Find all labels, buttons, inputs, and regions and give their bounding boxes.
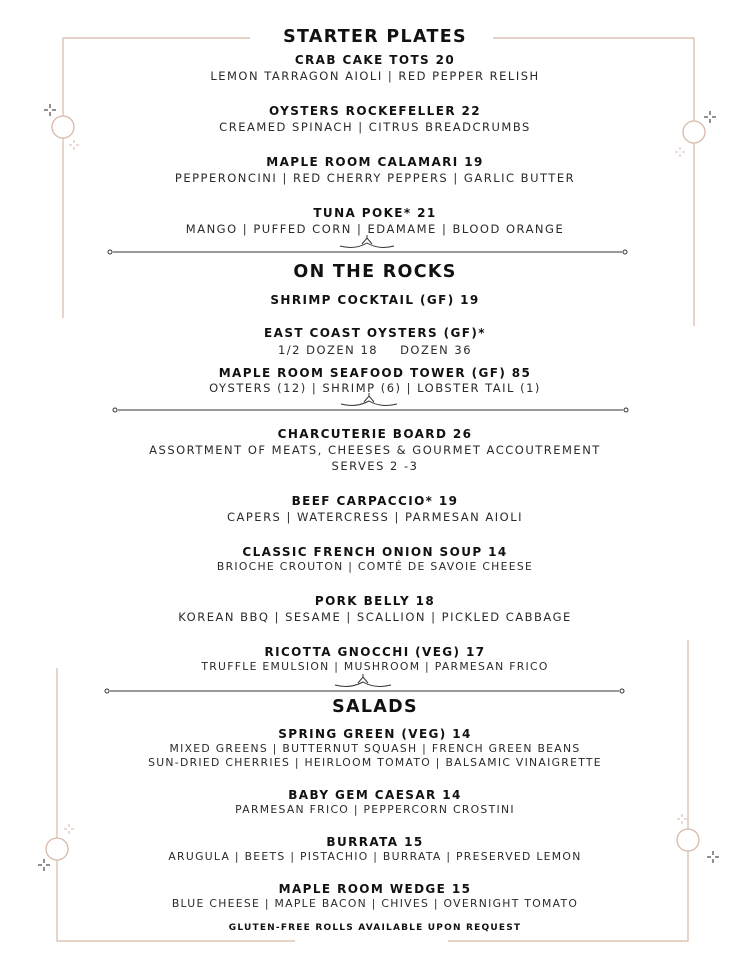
oyster-quantities: [0, 343, 750, 357]
half-dozen-price: 1/2 DOZEN 18: [277, 343, 379, 357]
menu-item-desc-2: SUN-DRIED CHERRIES | HEIRLOOM TOMATO | BALSAMIC VINAIGRETTE: [148, 756, 602, 769]
section-title-starter-plates: STARTER PLATES: [283, 27, 467, 47]
menu-item-desc: TRUFFLE EMULSION | MUSHROOM | PARMESAN FRICO: [201, 660, 549, 673]
menu-item-desc: PARMESAN FRICO | PEPPERCORN CROSTINI: [235, 803, 515, 816]
menu-item-desc: OYSTERS (12) | SHRIMP (6) | LOBSTER TAIL (1): [209, 381, 541, 395]
menu-item-name: MAPLE ROOM CALAMARI 19: [266, 155, 484, 169]
menu-item-name: CRAB CAKE TOTS 20: [294, 53, 456, 67]
scroll-flourish-icon: [108, 235, 627, 254]
menu-item-extra: SERVES 2 -3: [331, 459, 419, 473]
menu-item-name: CHARCUTERIE BOARD 26: [277, 427, 473, 441]
menu-item-name: MAPLE ROOM WEDGE 15: [278, 882, 472, 896]
menu-item-desc: LEMON TARRAGON AIOLI | RED PEPPER RELISH: [210, 69, 540, 83]
menu-item-name: BABY GEM CAESAR 14: [288, 788, 462, 802]
menu-item-desc: CAPERS | WATERCRESS | PARMESAN AIOLI: [226, 510, 524, 524]
menu-item-desc: CREAMED SPINACH | CITRUS BREADCRUMBS: [219, 120, 531, 134]
menu-item-desc: PEPPERONCINI | RED CHERRY PEPPERS | GARLIC BUTTER: [174, 171, 576, 185]
menu-item-name: MAPLE ROOM SEAFOOD TOWER (GF) 85: [218, 366, 532, 380]
menu-item-desc: MANGO | PUFFED CORN | EDAMAME | BLOOD ORANGE: [185, 222, 565, 236]
menu-item-desc: ASSORTMENT OF MEATS, CHEESES & GOURMET ACCOUTREMENT: [149, 443, 601, 457]
menu-item-desc: BRIOCHE CROUTON | COMTÉ DE SAVOIE CHEESE: [216, 560, 534, 573]
menu-item-name: RICOTTA GNOCCHI (VEG) 17: [264, 645, 486, 659]
menu-item-name: SHRIMP COCKTAIL (GF) 19: [270, 293, 480, 307]
footer-note: GLUTEN-FREE ROLLS AVAILABLE UPON REQUEST: [228, 923, 522, 933]
section-title-on-the-rocks: ON THE ROCKS: [293, 262, 457, 282]
menu-item-name: PORK BELLY 18: [314, 594, 436, 608]
menu-item-name: EAST COAST OYSTERS (GF)*: [264, 326, 486, 340]
menu-item-name: BEEF CARPACCIO* 19: [291, 494, 459, 508]
scroll-flourish-icon: [113, 393, 628, 412]
menu-item-desc: ARUGULA | BEETS | PISTACHIO | BURRATA | PRESERVED LEMON: [168, 850, 582, 863]
menu-item-name: BURRATA 15: [326, 835, 424, 849]
menu-item-desc: MIXED GREENS | BUTTERNUT SQUASH | FRENCH GREEN BEANS: [169, 742, 581, 755]
section-title-salads: SALADS: [332, 697, 418, 717]
scroll-flourish-icon: [105, 674, 624, 693]
dozen-price: DOZEN 36: [400, 343, 473, 357]
menu-item-desc: BLUE CHEESE | MAPLE BACON | CHIVES | OVERNIGHT TOMATO: [171, 897, 579, 910]
menu-item-desc: KOREAN BBQ | SESAME | SCALLION | PICKLED CABBAGE: [178, 610, 572, 624]
menu-item-name: OYSTERS ROCKEFELLER 22: [268, 104, 482, 118]
menu-item-name: SPRING GREEN (VEG) 14: [278, 727, 472, 741]
menu-item-name: CLASSIC FRENCH ONION SOUP 14: [242, 545, 508, 559]
menu-item-name: TUNA POKE* 21: [313, 206, 437, 220]
